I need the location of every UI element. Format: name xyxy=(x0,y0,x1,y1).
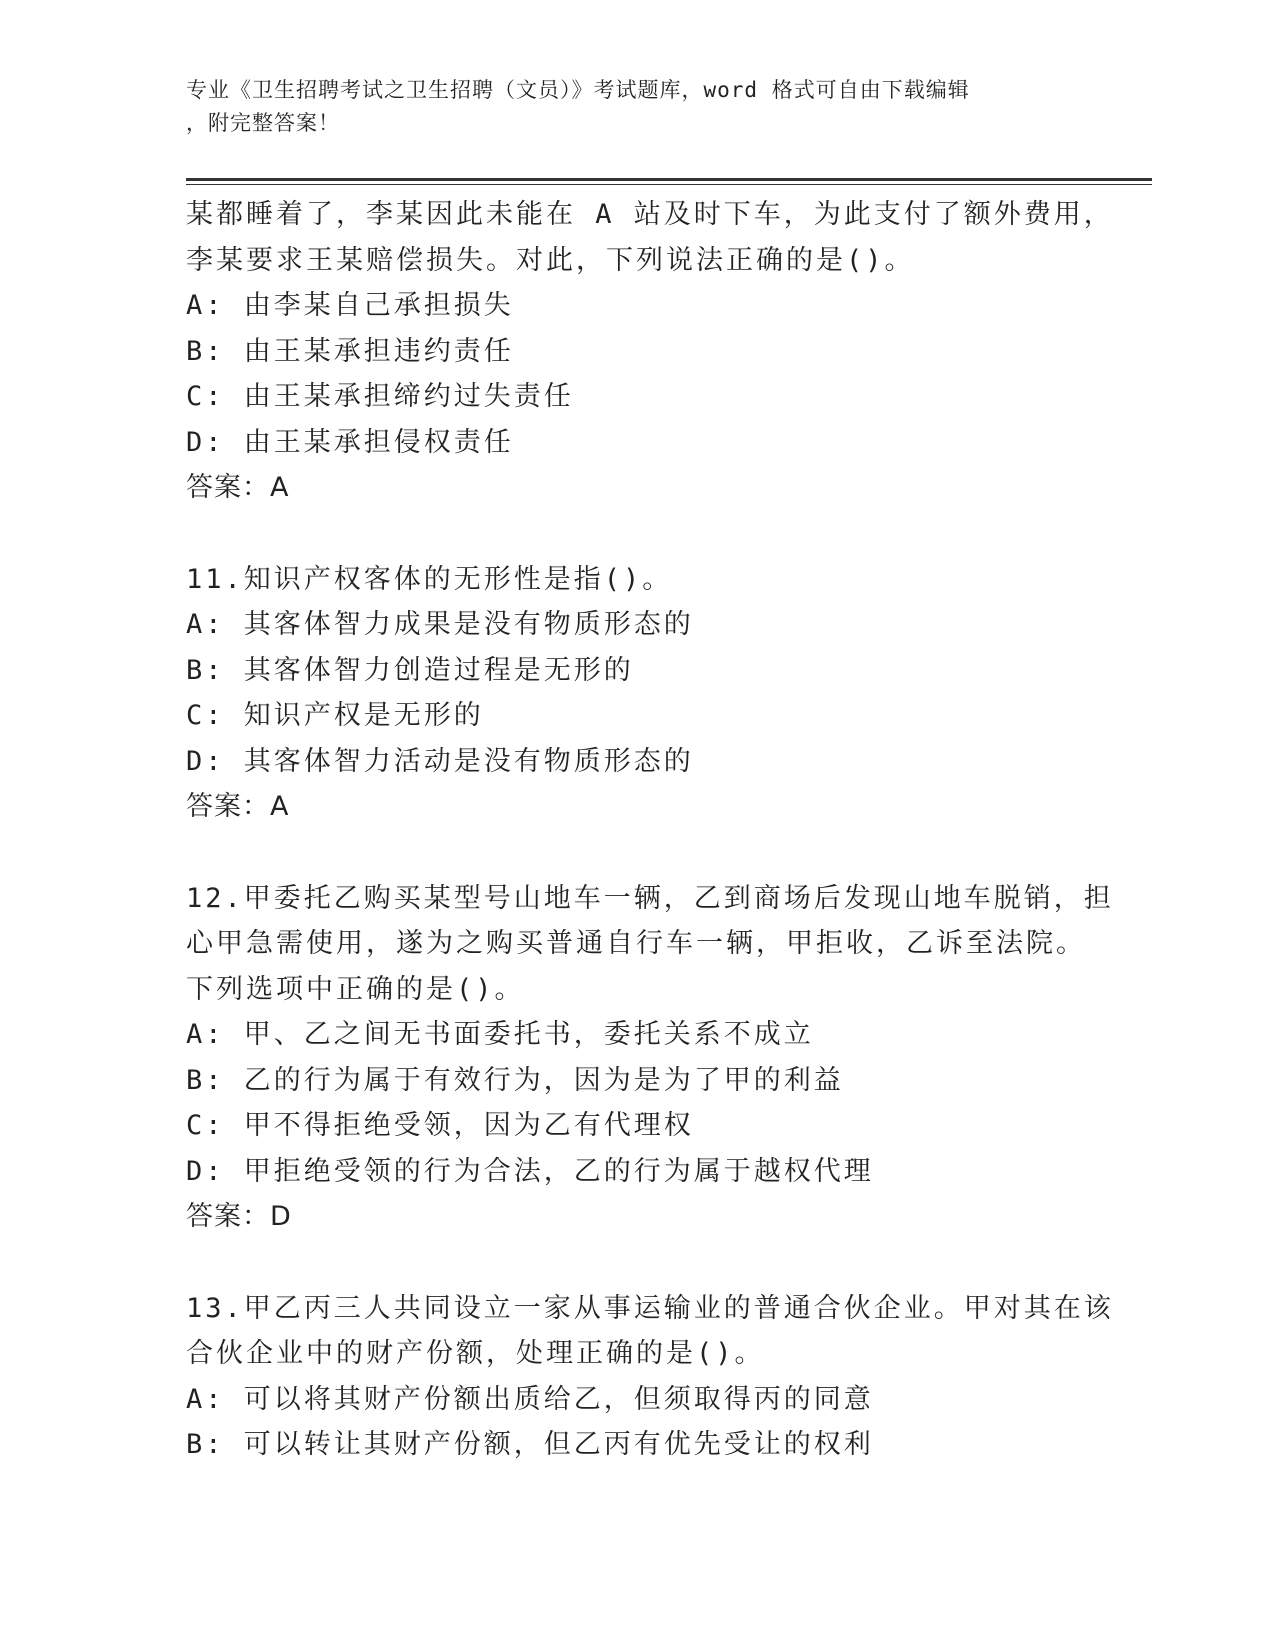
option-d: D: 其客体智力活动是没有物质形态的 xyxy=(186,745,694,777)
question-10 xyxy=(186,192,1114,511)
question-stem-line: 下列选项中正确的是()。 xyxy=(186,973,525,1005)
question-13 xyxy=(186,1286,1114,1468)
question-11 xyxy=(186,557,1086,830)
header-divider-thin xyxy=(186,184,1152,185)
answer-line: 答案：A xyxy=(186,472,290,503)
answer-line: 答案：A xyxy=(186,791,290,822)
header-line-2: ，附完整答案！ xyxy=(186,111,340,135)
option-b: B: 可以转让其财产份额，但乙丙有优先受让的权利 xyxy=(186,1429,874,1460)
question-12 xyxy=(186,876,1114,1240)
question-stem-line: 李某要求王某赔偿损失。对此，下列说法正确的是()。 xyxy=(186,244,915,276)
option-b: B: 由王某承担违约责任 xyxy=(186,335,514,367)
option-c: C: 甲不得拒绝受领，因为乙有代理权 xyxy=(186,1110,694,1141)
spacer xyxy=(186,1240,1086,1286)
option-c: C: 由王某承担缔约过失责任 xyxy=(186,381,574,412)
question-stem-line: 某都睡着了，李某因此未能在 A 站及时下车，为此支付了额外费用， xyxy=(186,199,1114,230)
option-a: A: 其客体智力成果是没有物质形态的 xyxy=(186,609,694,640)
page-header xyxy=(186,74,1066,140)
option-d: D: 甲拒绝受领的行为合法，乙的行为属于越权代理 xyxy=(186,1155,874,1187)
question-stem-line: 12.甲委托乙购买某型号山地车一辆，乙到商场后发现山地车脱销，担 xyxy=(186,882,1114,914)
answer-line: 答案：D xyxy=(186,1201,292,1232)
option-a: A: 可以将其财产份额出质给乙，但须取得丙的同意 xyxy=(186,1383,874,1415)
question-stem-line: 13.甲乙丙三人共同设立一家从事运输业的普通合伙企业。甲对其在该 xyxy=(186,1292,1114,1324)
spacer xyxy=(186,511,1086,557)
option-b: B: 乙的行为属于有效行为，因为是为了甲的利益 xyxy=(186,1064,844,1096)
option-b: B: 其客体智力创造过程是无形的 xyxy=(186,654,634,686)
option-d: D: 由王某承担侵权责任 xyxy=(186,426,514,458)
spacer xyxy=(186,830,1086,876)
question-stem-line: 心甲急需使用，遂为之购买普通自行车一辆，甲拒收，乙诉至法院。 xyxy=(186,928,1086,959)
option-a: A: 甲、乙之间无书面委托书，委托关系不成立 xyxy=(186,1019,814,1050)
option-c: C: 知识产权是无形的 xyxy=(186,700,484,731)
header-divider-thick xyxy=(186,178,1152,181)
header-line-1: 专业《卫生招聘考试之卫生招聘（文员）》考试题库，word 格式可自由下载编辑 xyxy=(186,78,970,102)
question-stem-line: 合伙企业中的财产份额，处理正确的是()。 xyxy=(186,1338,765,1369)
option-a: A: 由李某自己承担损失 xyxy=(186,290,514,321)
question-content xyxy=(186,192,1114,1468)
question-stem-line: 11.知识产权客体的无形性是指()。 xyxy=(186,563,673,595)
